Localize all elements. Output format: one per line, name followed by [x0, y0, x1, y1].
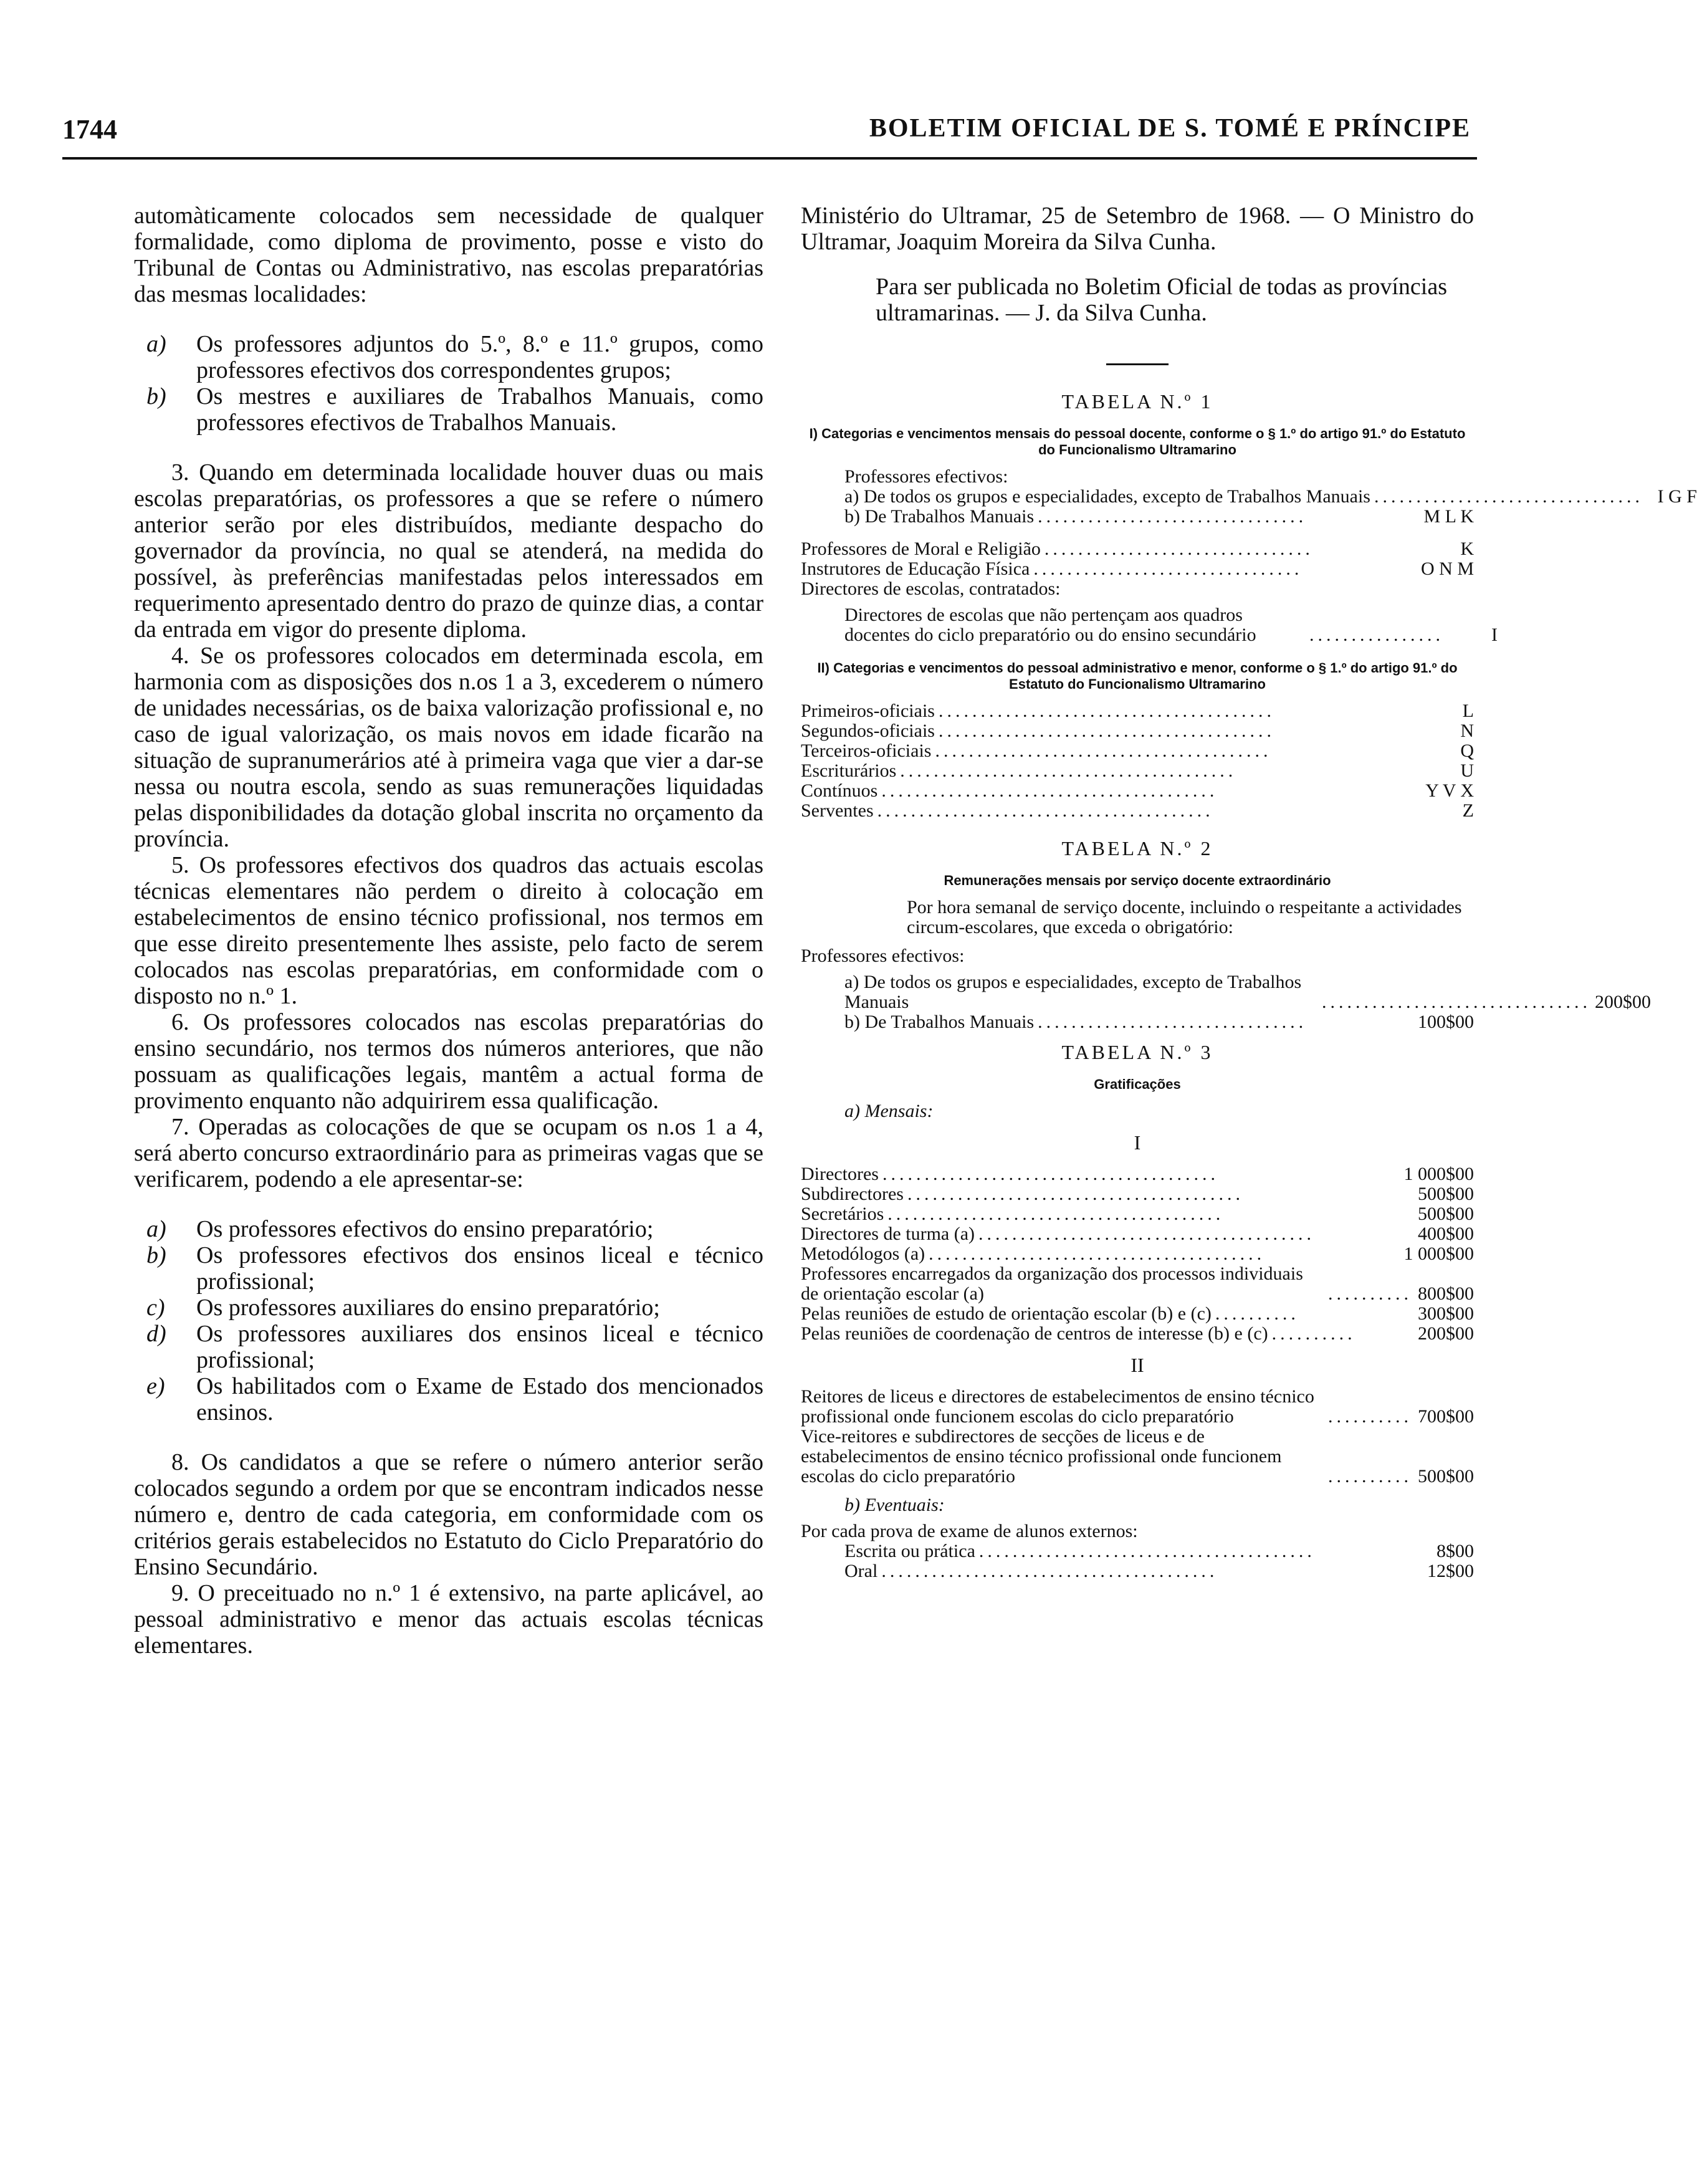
journal-title: BOLETIM OFICIAL DE S. TOMÉ E PRÍNCIPE [869, 114, 1471, 143]
table-1-section-1: I) Categorias e vencimentos mensais do pessoal docente, conforme o § 1.º do artigo 91.º do Estatuto do Funcionalismo Ultramarino [809, 426, 1466, 457]
table-3-section: Gratificações [1094, 1076, 1181, 1092]
table-row: Oral ........................................ 12$00 [844, 1561, 1474, 1581]
label: Por cada prova de exame de alunos externos: [801, 1521, 1138, 1541]
list-item: d) Os professores auxiliares dos ensinos liceal e técnico profissional; [146, 1321, 763, 1373]
p7-list [134, 1216, 763, 1425]
table-row: Pelas reuniões de coordenação de centros de interesse (b) e (c) .......... 200$00 [801, 1323, 1474, 1344]
label: a) Mensais: [844, 1101, 934, 1121]
table-row: Metodólogos (a) ........................................ 1 000$00 [801, 1243, 1474, 1264]
intro-list [134, 331, 763, 436]
roman-heading: II [1131, 1354, 1144, 1376]
table-row: Terceiros-oficiais ........................................ Q [801, 740, 1474, 761]
table-3-rows-I [801, 1164, 1474, 1344]
paragraph-8: 8. Os candidatos a que se refere o número anterior serão colocados segundo a ordem por que se encontram indicados nesse número e, dentro de cada categoria, em conformidade com os critérios gerais estabelecidos no Estatuto do Ciclo Preparatório do Ensino Secundário. [134, 1449, 763, 1580]
paragraph-7: 7. Operadas as colocações de que se ocupam os n.os 1 a 4, será aberto concurso extraordinário para as primeiras vagas que se verificarem, podendo a ele apresentar-se: [134, 1114, 763, 1192]
table-2-title: TABELA N.º 2 [1061, 837, 1213, 860]
right-column [801, 203, 1697, 1581]
label: Professores efectivos: [844, 466, 1008, 487]
table-row: Vice-reitores e subdirectores de secções de liceus e de estabelecimentos de ensino técnico profissional onde funcionem escolas do ciclo preparatório .......... 500$00 [801, 1426, 1474, 1487]
table-row: Escriturários ........................................ U [801, 760, 1474, 781]
table-row: b) De Trabalhos Manuais ................................ M L K [844, 506, 1474, 527]
table-1-title: TABELA N.º 1 [1061, 390, 1213, 413]
table-row: Directores de escolas que não pertençam aos quadros docentes do ciclo preparatório ou do ensino secundário ................ I [844, 605, 1498, 645]
table-row: Professores encarregados da organização dos processos individuais de orientação escolar (a) .......... 800$00 [801, 1263, 1474, 1304]
paragraph-intro: automàticamente colocados sem necessidade de qualquer formalidade, como diploma de provimento, posse e visto do Tribunal de Contas ou Administrativo, nas escolas preparatórias das mesmas localidades: [134, 203, 763, 307]
table-row: Primeiros-oficiais ........................................ L [801, 701, 1474, 721]
table-row: Pelas reuniões de estudo de orientação escolar (b) e (c) .......... 300$00 [801, 1303, 1474, 1324]
label: Directores de escolas, contratados: [801, 578, 1061, 599]
list-item: b) Os professores efectivos dos ensinos liceal e técnico profissional; [146, 1242, 763, 1295]
paragraph-9: 9. O preceituado no n.º 1 é extensivo, na parte aplicável, ao pessoal administrativo e menor das actuais escolas técnicas elementares. [134, 1580, 763, 1659]
table-row: Directores ........................................ 1 000$00 [801, 1164, 1474, 1184]
left-column [134, 203, 763, 1659]
table-row: Secretários ........................................ 500$00 [801, 1204, 1474, 1224]
table-row: Professores de Moral e Religião ................................ K [801, 539, 1474, 559]
paragraph-5: 5. Os professores efectivos dos quadros das actuais escolas técnicas elementares não perdem o direito à colocação em estabelecimentos de ensino técnico profissional, nos termos em que esse direito presentemente lhes assiste, pelo facto de serem colocados nas escolas preparatórias, em conformidade com o disposto no n.º 1. [134, 852, 763, 1009]
list-item: c) Os professores auxiliares do ensino preparatório; [146, 1295, 660, 1321]
list-item: a) Os professores efectivos do ensino preparatório; [146, 1216, 654, 1242]
page-number: 1744 [62, 114, 117, 145]
label: b) Eventuais: [844, 1495, 945, 1515]
roman-heading: I [1134, 1131, 1141, 1154]
table-row: a) De todos os grupos e especialidades, excepto de Trabalhos Manuais ................................ I G F [844, 486, 1697, 507]
table-row: a) De todos os grupos e especialidades, excepto de Trabalhos Manuais ................................ 200$00 [844, 972, 1651, 1012]
table-row: b) De Trabalhos Manuais ................................ 100$00 [844, 1012, 1474, 1032]
page-header [62, 113, 1477, 160]
table-1-section-2: II) Categorias e vencimentos do pessoal administrativo e menor, conforme o § 1.º do artigo 91.º do Estatuto do Funcionalismo Ultramarino [817, 660, 1458, 692]
list-item: b) Os mestres e auxiliares de Trabalhos Manuais, como professores efectivos de Trabalhos Manuais. [146, 383, 763, 436]
table-2-note: Por hora semanal de serviço docente, incluindo o respeitante a actividades circum-escolares, que exceda o obrigatório: [907, 897, 1462, 937]
table-2-section: Remunerações mensais por serviço docente extraordinário [944, 873, 1331, 888]
separator [1106, 363, 1169, 365]
paragraph-3: 3. Quando em determinada localidade houver duas ou mais escolas preparatórias, os professores a que se refere o número anterior serão por eles distribuídos, mediante despacho do governador da província, no qual se atenderá, na medida do possível, às preferências manifestadas pelos interessados em requerimento apresentado dentro do prazo de quinze dias, a contar da entrada em vigor do presente diploma. [134, 459, 763, 643]
table-3-title: TABELA N.º 3 [1061, 1041, 1213, 1063]
signature: Ministério do Ultramar, 25 de Setembro de 1968. — O Ministro do Ultramar, Joaquim Moreira da Silva Cunha. [801, 203, 1474, 255]
table-row: Directores de turma (a) ........................................ 400$00 [801, 1224, 1474, 1244]
paragraph-4: 4. Se os professores colocados em determinada escola, em harmonia com as disposições dos n.os 1 a 3, excederem o número de unidades necessárias, os de baixa valorização profissional e, no caso de igual valorização, os mais novos em idade ficarão na situação de supranumerários até à primeira vaga que vier a dar-se nessa ou noutra escola, sendo as suas remunerações liquidadas pelas disponibilidades da dotação global inscrita no orçamento da província. [134, 643, 763, 852]
table-3-rows-II [801, 1387, 1474, 1487]
publication-note: Para ser publicada no Boletim Oficial de todas as províncias ultramarinas. — J. da Silva Cunha. [876, 274, 1448, 326]
label: Professores efectivos: [801, 946, 965, 966]
list-item: a) Os professores adjuntos do 5.º, 8.º e 11.º grupos, como professores efectivos dos correspondentes grupos; [146, 331, 763, 383]
table-row: Segundos-oficiais ........................................ N [801, 721, 1474, 741]
table-row: Subdirectores ........................................ 500$00 [801, 1184, 1474, 1204]
admin-rows [801, 701, 1474, 821]
table-row: Instrutores de Educação Física ................................ O N M [801, 558, 1474, 579]
table-row: Escrita ou prática ........................................ 8$00 [844, 1541, 1474, 1561]
table-row: Contínuos ........................................ Y V X [801, 780, 1474, 801]
paragraph-6: 6. Os professores colocados nas escolas preparatórias do ensino secundário, nos termos dos números anteriores, que não possuam as qualificações legais, mantêm a actual forma de provimento enquanto não adquirirem essa qualificação. [134, 1009, 763, 1114]
table-row: Serventes ........................................ Z [801, 800, 1474, 821]
table-row: Reitores de liceus e directores de estabelecimentos de ensino técnico profissional onde funcionem escolas do ciclo preparatório .......... 700$00 [801, 1386, 1474, 1427]
list-item: e) Os habilitados com o Exame de Estado dos mencionados ensinos. [146, 1373, 763, 1425]
